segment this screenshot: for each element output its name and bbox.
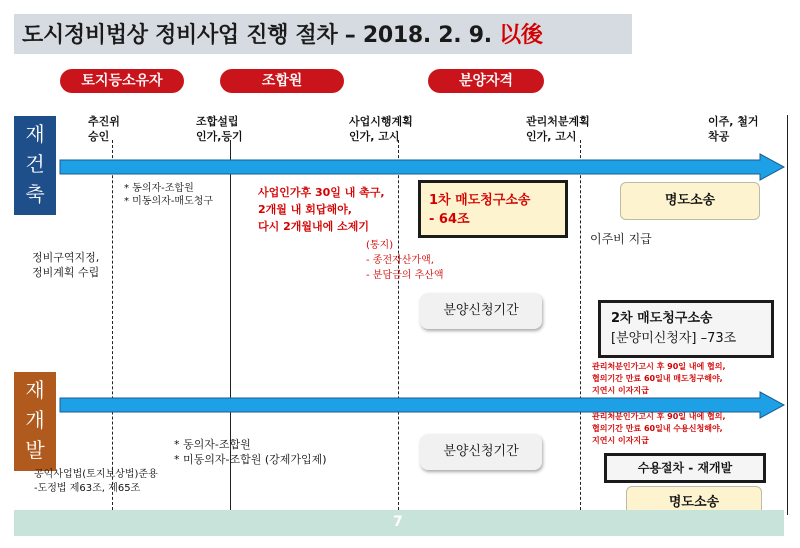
stage-header-2: 조합설립 인가,등기 (196, 115, 243, 143)
expropriation-box: 수용절차 - 재개발 (604, 453, 766, 483)
redevelop-eviction-suit: 명도소송 (626, 486, 762, 520)
stage-header-3: 사업시행계획 인가, 고시 (349, 115, 413, 143)
law-notes: 공익사업법(토지보상법)준용 -도정법 제63조, 제65조 (34, 469, 158, 494)
category-sale-eligibility: 분양자격 (428, 69, 544, 93)
rebuild-arrow (60, 154, 784, 180)
relocation-payment: 이주비 지급 (590, 232, 652, 246)
rebuild-notice: (통지) - 종전자산가액, - 분담금의 추산액 (366, 240, 444, 281)
rebuild-consent-notes: * 동의자-조합원 * 미동의자-매도청구 (124, 183, 214, 207)
page-number: 7 (393, 514, 403, 530)
category-landowner: 토지등소유자 (60, 69, 184, 93)
mgmt-notes-1: 관리처분인가고시 후 90일 내에 협의, 협의기간 만료 60일내 매도청구해야, 지연시 이자지급 (592, 362, 726, 395)
rebuild-sale-period: 분양신청기간 (420, 293, 542, 329)
first-claim-box: 1차 매도청구소송 - 64조 (418, 180, 568, 238)
rebuild-red-notes: 사업인가후 30일 내 촉구, 2개월 내 회답해야, 다시 2개월내에 소제기 (258, 186, 385, 233)
zone-designation-note: 정비구역지정, 정비계획 수립 (32, 251, 100, 279)
stage-header-5: 이주, 철거 착공 (708, 115, 759, 143)
rebuild-eviction-suit: 명도소송 (620, 182, 760, 220)
mgmt-notes-2: 관리처분인가고시 후 90일 내에 협의, 협의기간 만료 60일내 수용신청해야, 지연시 이자지급 (592, 412, 726, 445)
category-member: 조합원 (220, 69, 344, 93)
stage-header-1: 추진위 승인 (88, 115, 120, 143)
redevelop-sale-period: 분양신청기간 (420, 434, 542, 470)
redevelop-consent-notes: * 동의자-조합원 * 미동의자-조합원 (강제가입제) (174, 438, 327, 466)
section-rebuild: 재 건 축 (14, 116, 56, 215)
second-claim-box: 2차 매도청구소송 [분양미신청자] –73조 (598, 300, 774, 358)
title-main: 도시정비법상 정비사업 진행 절차 – 2018. 2. 9. (22, 23, 492, 48)
title-accent: 以後 (499, 23, 543, 48)
section-redevelop: 재 개 발 (14, 372, 56, 471)
stage-header-4: 관리처분계획 인가, 고시 (526, 115, 590, 143)
